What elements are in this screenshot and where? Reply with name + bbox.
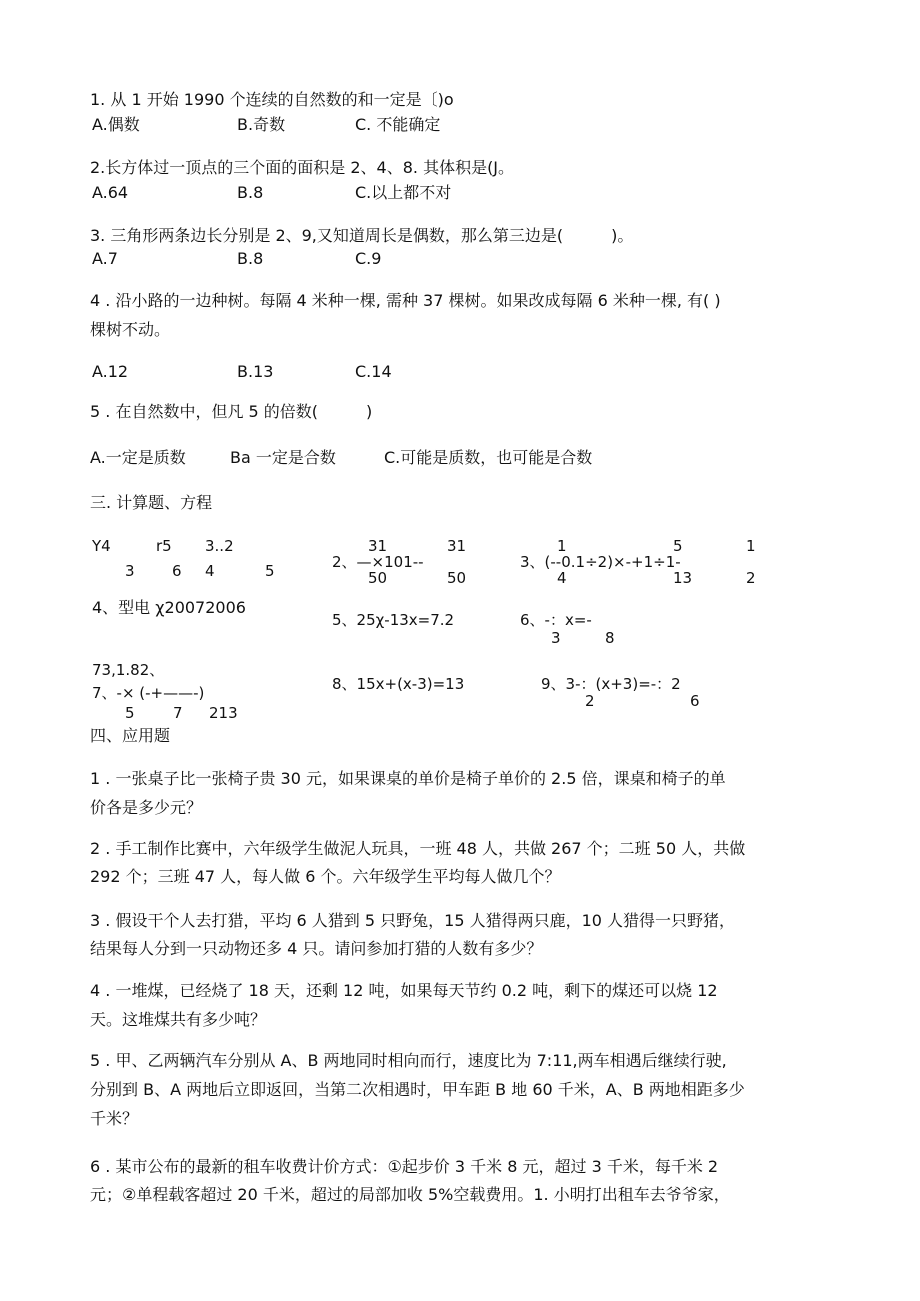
q1-stem: 1. 从 1 开始 1990 个连续的自然数的和一定是〔)o <box>90 90 454 109</box>
wp5-line2: 分别到 B、A 两地后立即返回，当第二次相遇时，甲车距 B 地 60 千米，A、B 两地相距多少 <box>90 1080 745 1099</box>
q4-option-c: C.14 <box>355 362 392 381</box>
p7-expression: 7、-× (-+——-) <box>92 684 205 702</box>
p9-den-1: 2 <box>585 692 595 710</box>
p3-den-3: 2 <box>746 569 756 587</box>
p7-den-2: 7 <box>173 704 183 722</box>
wp5-line1: 5 . 甲、乙两辆汽车分别从 A、B 两地同时相向而行，速度比为 7:11,两车相遇后继续行驶, <box>90 1051 727 1070</box>
p1-den-3: 3 <box>125 562 135 580</box>
q4-option-a: A.12 <box>92 362 129 381</box>
p3-expression: 3、(--0.1÷2)×-+1÷1- <box>520 553 681 571</box>
q2-stem: 2.长方体过一顶点的三个面的面积是 2、4、8. 其体积是(J。 <box>90 158 515 177</box>
p5-equation: 5、25χ-13x=7.2 <box>332 611 455 629</box>
wp1-line2: 价各是多少元？ <box>90 798 203 817</box>
p6-den-2: 8 <box>605 629 615 647</box>
wp6-line2: 元；②单程载客超过 20 千米，超过的局部加收 5%空载费用。1. 小明打出租车去爷爷家， <box>90 1185 730 1204</box>
wp2-line1: 2 . 手工制作比赛中，六年级学生做泥人玩具，一班 48 人，共做 267 个；二班 50 人，共做 <box>90 839 746 858</box>
q5-option-b: Ba 一定是合数 <box>230 448 336 467</box>
q5-stem: 5 . 在自然数中，但凡 5 的倍数( ) <box>90 402 373 421</box>
p3-num-1: 1 <box>557 537 567 555</box>
section3-title: 三. 计算题、方程 <box>90 493 213 512</box>
q1-option-a: A.偶数 <box>92 115 140 134</box>
q3-option-b: B.8 <box>237 249 264 268</box>
section4-title: 四、应用题 <box>90 726 171 745</box>
q1-option-c: C. 不能确定 <box>355 115 441 134</box>
p1-32: 3..2 <box>205 537 234 555</box>
p3-num-2: 5 <box>673 537 683 555</box>
p6-den-1: 3 <box>551 629 561 647</box>
p7-top: 73,1.82、 <box>92 661 165 679</box>
wp3-line2: 结果每人分到一只动物还多 4 只。请问参加打猎的人数有多少？ <box>90 939 543 958</box>
p8-equation: 8、15x+(x-3)=13 <box>332 675 465 693</box>
p7-den-1: 5 <box>125 704 135 722</box>
wp6-line1: 6 . 某市公布的最新的租车收费计价方式：①起步价 3 千米 8 元，超过 3 千米，每千米 2 <box>90 1157 719 1176</box>
wp4-line2: 天。这堆煤共有多少吨？ <box>90 1010 267 1029</box>
p7-den-3: 213 <box>209 704 238 722</box>
p2-den-1: 50 <box>368 569 388 587</box>
p1-r5: r5 <box>156 537 172 555</box>
p1-den-4: 4 <box>205 562 215 580</box>
wp2-line2: 292 个；三班 47 人，每人做 6 个。六年级学生平均每人做几个？ <box>90 867 561 886</box>
p1-y4: Y4 <box>92 537 111 555</box>
q3-option-a: A.7 <box>92 249 118 268</box>
q5-option-a: A.一定是质数 <box>90 448 186 467</box>
wp5-line3: 千米？ <box>90 1109 139 1128</box>
p9-den-2: 6 <box>690 692 700 710</box>
wp3-line1: 3 . 假设干个人去打猎，平均 6 人猎到 5 只野兔，15 人猎得两只鹿，10 人猎得一只野猪， <box>90 911 736 930</box>
q4-stem-line2: 棵树不动。 <box>90 320 171 339</box>
p2-num-1: 31 <box>368 537 388 555</box>
p2-den-2: 50 <box>447 569 467 587</box>
p4-expression: 4、型电 χ20072006 <box>92 598 246 617</box>
q2-option-b: B.8 <box>237 183 264 202</box>
p9-equation: 9、3-：(x+3)=-：2 <box>541 675 681 693</box>
p1-den-5: 5 <box>265 562 275 580</box>
p3-den-1: 4 <box>557 569 567 587</box>
q2-option-c: C.以上都不对 <box>355 183 452 202</box>
q1-option-b: B.奇数 <box>237 115 286 134</box>
q3-option-c: C.9 <box>355 249 382 268</box>
q2-option-a: A.64 <box>92 183 129 202</box>
q4-stem-line1: 4 . 沿小路的一边种树。每隔 4 米种一棵, 需种 37 棵树。如果改成每隔 6 米种一棵, 有( ) <box>90 291 721 310</box>
q5-option-c: C.可能是质数，也可能是合数 <box>384 448 593 467</box>
q4-option-b: B.13 <box>237 362 274 381</box>
p2-num-2: 31 <box>447 537 467 555</box>
q3-stem: 3. 三角形两条边长分别是 2、9,又知道周长是偶数，那么第三边是( )。 <box>90 226 634 245</box>
p1-den-6: 6 <box>172 562 182 580</box>
p3-den-2: 13 <box>673 569 693 587</box>
p3-num-3: 1 <box>746 537 756 555</box>
wp4-line1: 4 . 一堆煤，已经烧了 18 天，还剩 12 吨，如果每天节约 0.2 吨，剩下的煤还可以烧 12 <box>90 981 718 1000</box>
p6-equation: 6、-：x=- <box>520 611 592 629</box>
p2-expression: 2、—×101-- <box>332 553 424 571</box>
wp1-line1: 1 . 一张桌子比一张椅子贵 30 元，如果课桌的单价是椅子单价的 2.5 倍，课桌和椅子的单 <box>90 769 726 788</box>
